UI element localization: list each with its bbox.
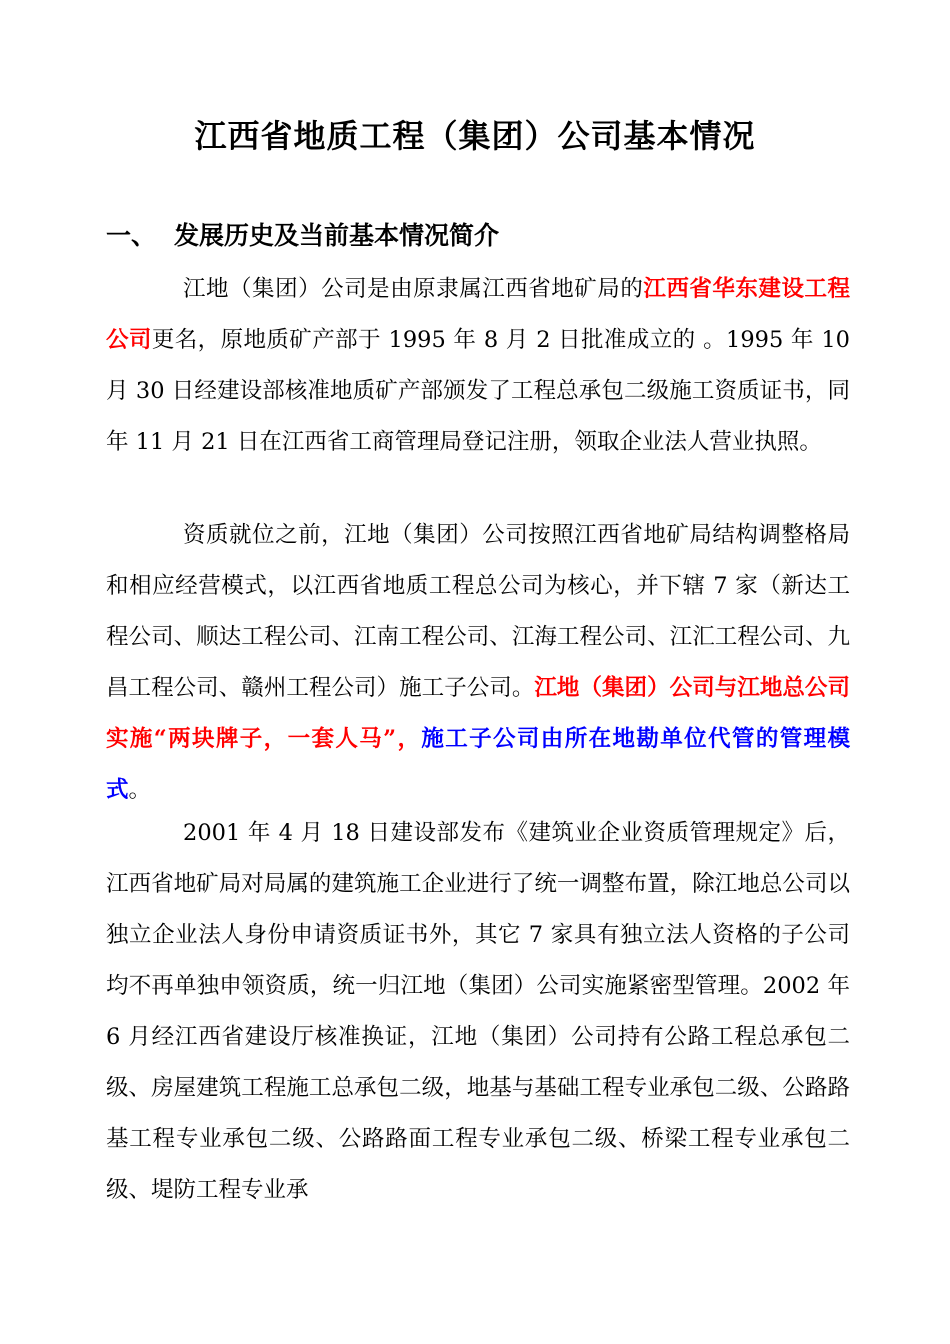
paragraph-text: 。 bbox=[128, 777, 152, 803]
highlight-red: 江地（集团）公司与江地总公司实施“两块牌子，一套人马”， bbox=[106, 675, 850, 752]
highlight-blue: 施工子公司由所在地勘单位代管的管理模式 bbox=[106, 726, 850, 803]
paragraph-text: 2001 年 4 月 18 日建设部发布《建筑业企业资质管理规定》后，江西省地矿局对局属的建筑施工企业进行了统一调整布置，除江地总公司以独立企业法人身份申请资质证书外，其它 7 家具有独立法人资格的子公司均不再单独申领资质，统一归江地（集团）公司实施紧密型管理。2002 年 6 月经江西省建设厅核准换证，江地（集团）公司持有公路工程总承包二级、房屋建筑工程施工总承包二级，地基与基础工程专业承包二级、公路路基工程专业承包二级、公路路面工程专业承包二级、桥梁工程专业承包二级、堤防工程专业承 bbox=[106, 820, 850, 1203]
highlight-red: 江西省华东建设工程公司 bbox=[106, 276, 850, 353]
paragraph-qualification bbox=[106, 808, 850, 1216]
section-heading-text: 发展历史及当前基本情况简介 bbox=[174, 221, 500, 250]
paragraph-text: 资质就位之前，江地（集团）公司按照江西省地矿局结构调整格局和相应经营模式，以江西省地质工程总公司为核心，并下辖 7 家（新达工程公司、顺达工程公司、江南工程公司、江海工程公司、江汇工程公司、九昌工程公司、赣州工程公司）施工子公司。 bbox=[106, 522, 850, 701]
page-title: 江西省地质工程（集团）公司基本情况 bbox=[194, 117, 756, 155]
paragraph-text: 江地（集团）公司是由原隶属江西省地矿局的 bbox=[183, 276, 644, 302]
section-number: 一、 bbox=[106, 221, 157, 250]
paragraph-text: 更名，原地质矿产部于 1995 年 8 月 2 日批准成立的 。1995 年 10 月 30 日经建设部核准地质矿产部颁发了工程总承包二级施工资质证书，同年 11 月 21 日在江西省工商管理局登记注册，领取企业法人营业执照。 bbox=[106, 327, 850, 455]
section-heading bbox=[106, 216, 499, 256]
paragraph-structure bbox=[106, 510, 850, 816]
paragraph-history bbox=[106, 264, 850, 468]
